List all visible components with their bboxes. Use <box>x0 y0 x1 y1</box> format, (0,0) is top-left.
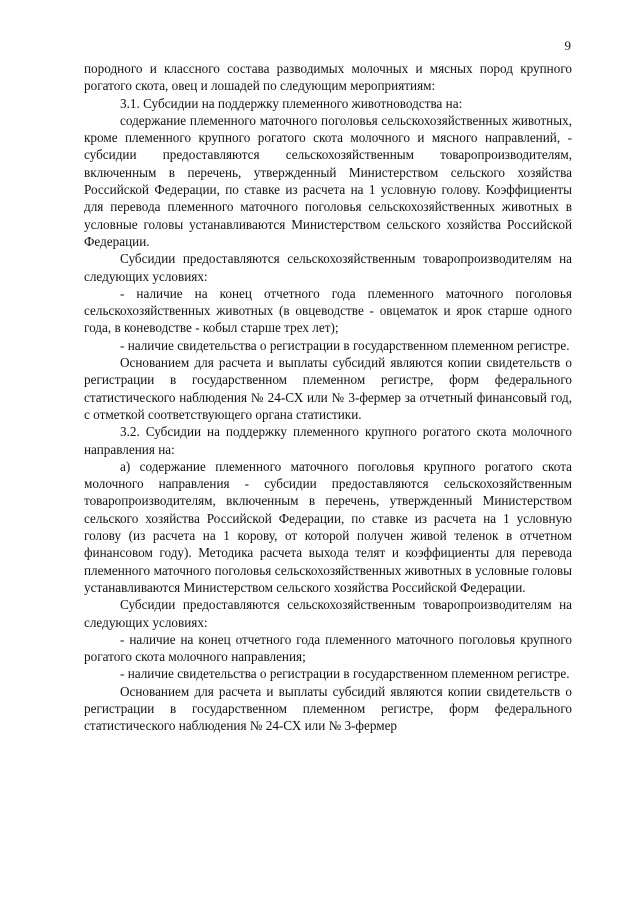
document-body <box>84 60 572 735</box>
paragraph: - наличие на конец отчетного года племенного маточного поголовья сельскохозяйственных животных (в овцеводстве - овцематок и ярок старше одного года, в коневодстве - кобыл старше трех лет); <box>84 285 572 336</box>
paragraph: - наличие на конец отчетного года племенного маточного поголовья крупного рогатого скота молочного направления; <box>84 631 572 665</box>
paragraph: - наличие свидетельства о регистрации в государственном племенном регистре. <box>120 666 570 682</box>
paragraph: 3.2. Субсидии на поддержку племенного крупного рогатого скота молочного направления на: <box>84 424 572 457</box>
paragraph: Субсидии предоставляются сельскохозяйственным товаропроизводителям на следующих условиях: <box>84 597 572 630</box>
paragraph: - наличие свидетельства о регистрации в государственном племенном регистре. <box>120 337 570 353</box>
paragraph: породного и классного состава разводимых молочных и мясных пород крупного рогатого скота, овец и лошадей по следующим мероприятиям: <box>84 61 572 94</box>
page-number: 9 <box>564 38 571 53</box>
paragraph: Основанием для расчета и выплаты субсидий являются копии свидетельств о регистрации в государственном племенном регистре, форм федерального статистического наблюдения № 24-СХ или № 3-фермер <box>84 683 572 734</box>
paragraph: а) содержание племенного маточного поголовья крупного рогатого скота молочного направления - субсидии предоставляются сельскохозяйственным товаропроизводителям, включенным в перечень, утвержденный Министерством сельского хозяйства Российской Федерации, по ставке из расчета на 1 условную голову (из расчета на 1 корову, от которой получен живой теленок в отчетном финансовом году). Методика расчета выхода телят и коэффициенты для перевода племенного маточного поголовья сельскохозяйственных животных в условные головы устанавливаются Министерством сельского хозяйства Российской Федерации. <box>84 458 572 595</box>
paragraph: Основанием для расчета и выплаты субсидий являются копии свидетельств о регистрации в государственном племенном регистре, форм федерального статистического наблюдения № 24-СХ или № 3-фермер за отчетный финансовый год, с отметкой соответствующего органа статистики. <box>84 355 572 422</box>
paragraph: 3.1. Субсидии на поддержку племенного животноводства на: <box>120 95 463 111</box>
paragraph: содержание племенного маточного поголовья сельскохозяйственных животных, кроме племенного крупного рогатого скота молочного и мясного направлений, - субсидии предоставляются сельскохозяйственным товаропроизводителям, включенным в перечень, утвержденный Министерством сельского хозяйства Российской Федерации, по ставке из расчета на 1 условную голову. Коэффициенты для перевода племенного маточного поголовья сельскохозяйственных животных в условные головы устанавливаются Министерством сельского хозяйства Российской Федерации. <box>84 112 572 249</box>
paragraph: Субсидии предоставляются сельскохозяйственным товаропроизводителям на следующих условиях: <box>84 251 572 284</box>
